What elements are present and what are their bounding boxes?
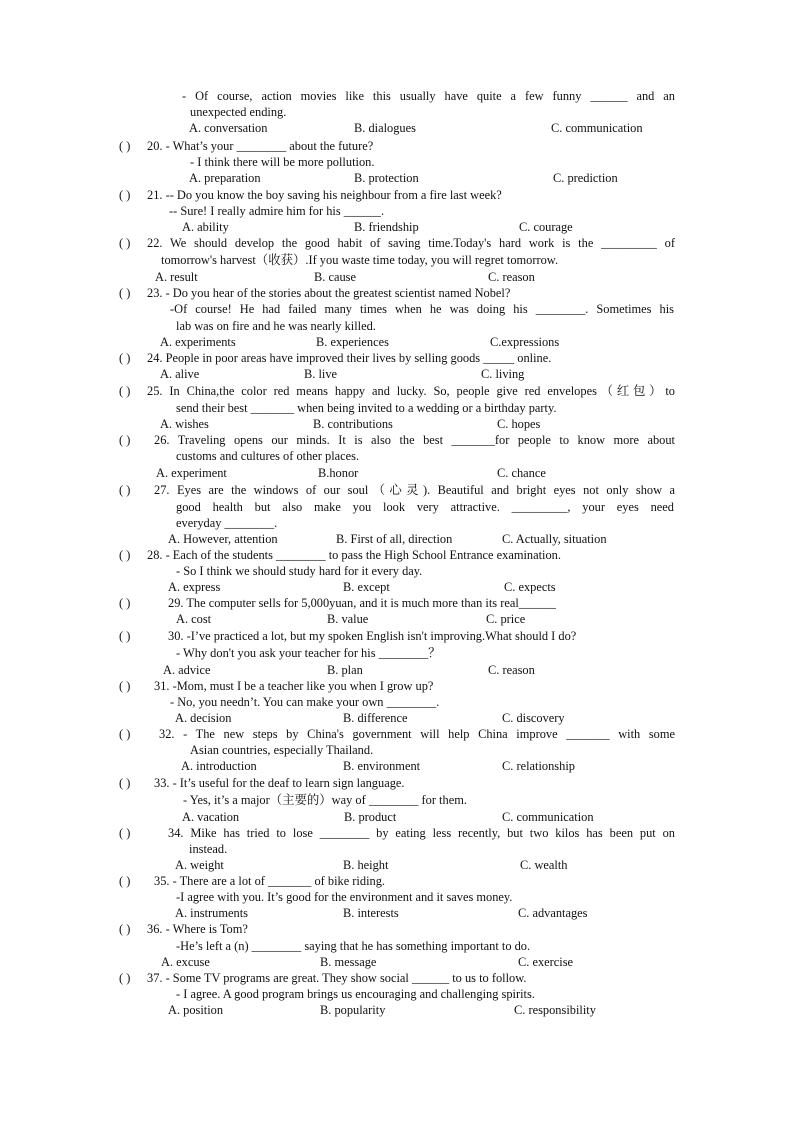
answer-option: A. experiments bbox=[160, 335, 236, 349]
answer-option: B. First of all, direction bbox=[336, 532, 453, 546]
line-text: - Why don't you ask your teacher for his ________？ bbox=[176, 646, 441, 660]
question-line bbox=[0, 678, 794, 695]
answer-option: B. product bbox=[344, 810, 397, 824]
answer-option: A. preparation bbox=[189, 171, 261, 185]
answer-option: C. advantages bbox=[518, 906, 588, 920]
question-line bbox=[0, 285, 794, 302]
answer-blank: ( ) bbox=[119, 971, 131, 985]
text-line bbox=[0, 515, 794, 532]
question-text: 20. - What’s your ________ about the future? bbox=[147, 139, 374, 153]
answer-option: A. excuse bbox=[161, 955, 210, 969]
question-line bbox=[0, 726, 794, 743]
answer-option: C. responsibility bbox=[514, 1003, 596, 1017]
question-text: 34. Mike has tried to lose ________ by eating less recently, but two kilos has been put on bbox=[168, 826, 675, 840]
question-line bbox=[0, 383, 794, 400]
line-text: - I agree. A good program brings us encouraging and challenging spirits. bbox=[176, 987, 535, 1001]
question-line bbox=[0, 235, 794, 252]
answer-option: A. weight bbox=[175, 858, 224, 872]
question-line bbox=[0, 873, 794, 890]
answer-option: A. position bbox=[168, 1003, 224, 1017]
answer-blank: ( ) bbox=[119, 922, 131, 936]
text-line bbox=[0, 792, 794, 809]
answer-option: C. communication bbox=[551, 121, 643, 135]
question-line bbox=[0, 921, 794, 938]
line-text: lab was on fire and he was nearly killed. bbox=[176, 319, 376, 333]
answer-blank: ( ) bbox=[119, 384, 131, 398]
answer-blank: ( ) bbox=[119, 679, 131, 693]
answer-options bbox=[0, 662, 794, 679]
answer-options bbox=[0, 366, 794, 383]
question-text: 37. - Some TV programs are great. They show social ______ to us to follow. bbox=[147, 971, 527, 985]
line-text: -Of course! He had failed many times when he was doing his ________. Sometimes his bbox=[170, 302, 674, 316]
answer-option: B. message bbox=[320, 955, 377, 969]
line-text: send their best _______ when being invited to a wedding or a birthday party. bbox=[176, 401, 557, 415]
answer-blank: ( ) bbox=[119, 548, 131, 562]
answer-blank: ( ) bbox=[119, 629, 131, 643]
question-line bbox=[0, 970, 794, 987]
question-text: 30. -I’ve practiced a lot, but my spoken English isn't improving.What should I do? bbox=[168, 629, 577, 643]
line-text: -He’s left a (n) ________ saying that he has something important to do. bbox=[176, 939, 531, 953]
line-text: - No, you needn’t. You can make your own ________. bbox=[170, 695, 440, 709]
answer-option: C. exercise bbox=[518, 955, 574, 969]
question-line bbox=[0, 350, 794, 367]
answer-option: B. interests bbox=[343, 906, 399, 920]
answer-option: C. chance bbox=[497, 466, 546, 480]
answer-option: C. discovery bbox=[502, 711, 565, 725]
question-line bbox=[0, 825, 794, 842]
answer-option: A. ability bbox=[182, 220, 229, 234]
line-text: Asian countries, especially Thailand. bbox=[190, 743, 374, 757]
answer-options bbox=[0, 219, 794, 236]
answer-options bbox=[0, 531, 794, 548]
question-text: 23. - Do you hear of the stories about the greatest scientist named Nobel? bbox=[147, 286, 511, 300]
text-line bbox=[0, 252, 794, 269]
answer-option: C. relationship bbox=[502, 759, 575, 773]
answer-option: C. communication bbox=[502, 810, 594, 824]
question-text: 31. -Mom, must I be a teacher like you when I grow up? bbox=[154, 679, 434, 693]
question-text: 26. Traveling opens our minds. It is also the best _______for people to know more about bbox=[154, 433, 675, 447]
answer-option: A. conversation bbox=[189, 121, 268, 135]
question-line bbox=[0, 482, 794, 499]
answer-options bbox=[0, 905, 794, 922]
text-line bbox=[0, 301, 794, 318]
answer-options bbox=[0, 611, 794, 628]
answer-options bbox=[0, 1002, 794, 1019]
answer-option: B. height bbox=[343, 858, 389, 872]
answer-blank: ( ) bbox=[119, 874, 131, 888]
answer-option: C. wealth bbox=[520, 858, 568, 872]
question-line bbox=[0, 138, 794, 155]
answer-option: B. popularity bbox=[320, 1003, 386, 1017]
text-line bbox=[0, 645, 794, 662]
answer-options bbox=[0, 954, 794, 971]
answer-option: C. hopes bbox=[497, 417, 541, 431]
answer-option: B. experiences bbox=[316, 335, 389, 349]
answer-option: A. advice bbox=[163, 663, 211, 677]
answer-option: C. price bbox=[486, 612, 526, 626]
question-line bbox=[0, 432, 794, 449]
answer-option: A. instruments bbox=[175, 906, 248, 920]
answer-options bbox=[0, 758, 794, 775]
line-text: -I agree with you. It’s good for the environment and it saves money. bbox=[176, 890, 513, 904]
question-line bbox=[0, 595, 794, 612]
line-text: everyday ________. bbox=[176, 516, 278, 530]
answer-blank: ( ) bbox=[119, 727, 131, 741]
line-text: - Of course, action movies like this usually have quite a few funny ______ and an bbox=[182, 89, 675, 103]
answer-option: B. dialogues bbox=[354, 121, 416, 135]
line-text: customs and cultures of other places. bbox=[176, 449, 360, 463]
answer-option: A. alive bbox=[160, 367, 200, 381]
text-line bbox=[0, 104, 794, 121]
question-line bbox=[0, 187, 794, 204]
question-text: 32. - The new steps by China's government will help China improve _______ with some bbox=[159, 727, 675, 741]
text-line bbox=[0, 889, 794, 906]
answer-option: B. plan bbox=[327, 663, 363, 677]
answer-option: C. Actually, situation bbox=[502, 532, 607, 546]
question-line bbox=[0, 628, 794, 645]
answer-blank: ( ) bbox=[119, 483, 131, 497]
answer-options bbox=[0, 334, 794, 351]
line-text: -- Sure! I really admire him for his ______. bbox=[169, 204, 385, 218]
line-text: - So I think we should study hard for it every day. bbox=[176, 564, 423, 578]
line-text: - Yes, it’s a major（主要的）way of ________ for them. bbox=[183, 793, 467, 807]
answer-options bbox=[0, 170, 794, 187]
answer-blank: ( ) bbox=[119, 351, 131, 365]
answer-option: B.honor bbox=[318, 466, 359, 480]
answer-blank: ( ) bbox=[119, 596, 131, 610]
answer-option: C. reason bbox=[488, 270, 535, 284]
answer-options bbox=[0, 710, 794, 727]
answer-option: A. introduction bbox=[181, 759, 257, 773]
text-line bbox=[0, 694, 794, 711]
text-line bbox=[0, 400, 794, 417]
question-text: 27. Eyes are the windows of our soul（心灵). Beautiful and bright eyes not only show a bbox=[154, 483, 675, 497]
text-line bbox=[0, 563, 794, 580]
answer-blank: ( ) bbox=[119, 776, 131, 790]
answer-blank: ( ) bbox=[119, 286, 131, 300]
answer-options bbox=[0, 269, 794, 286]
answer-option: B. contributions bbox=[313, 417, 393, 431]
line-text: unexpected ending. bbox=[190, 105, 287, 119]
answer-blank: ( ) bbox=[119, 433, 131, 447]
answer-option: B. friendship bbox=[354, 220, 419, 234]
question-line bbox=[0, 547, 794, 564]
answer-option: B. environment bbox=[343, 759, 421, 773]
answer-option: B. value bbox=[327, 612, 369, 626]
answer-option: A. decision bbox=[175, 711, 232, 725]
answer-blank: ( ) bbox=[119, 188, 131, 202]
question-text: 21. -- Do you know the boy saving his neighbour from a fire last week? bbox=[147, 188, 502, 202]
line-text: tomorrow's harvest（收获）.If you waste time today, you will regret tomorrow. bbox=[161, 253, 559, 267]
answer-option: A. express bbox=[168, 580, 221, 594]
question-text: 36. - Where is Tom? bbox=[147, 922, 248, 936]
answer-option: B. difference bbox=[343, 711, 408, 725]
answer-options bbox=[0, 465, 794, 482]
question-text: 29. The computer sells for 5,000yuan, and it is much more than its real______ bbox=[168, 596, 556, 610]
answer-option: C. prediction bbox=[553, 171, 618, 185]
question-text: 24. People in poor areas have improved their lives by selling goods _____ online. bbox=[147, 351, 552, 365]
line-text: instead. bbox=[189, 842, 228, 856]
answer-option: B. protection bbox=[354, 171, 419, 185]
answer-blank: ( ) bbox=[119, 826, 131, 840]
answer-options bbox=[0, 120, 794, 137]
question-line bbox=[0, 775, 794, 792]
question-text: 33. - It’s useful for the deaf to learn sign language. bbox=[154, 776, 405, 790]
text-line bbox=[0, 318, 794, 335]
answer-option: C. courage bbox=[519, 220, 573, 234]
question-text: 35. - There are a lot of _______ of bike riding. bbox=[154, 874, 385, 888]
question-text: 22. We should develop the good habit of saving time.Today's hard work is the _________ of bbox=[147, 236, 675, 250]
answer-options bbox=[0, 579, 794, 596]
answer-option: A. wishes bbox=[160, 417, 209, 431]
answer-options bbox=[0, 809, 794, 826]
answer-option: C. reason bbox=[488, 663, 535, 677]
line-text: good health but also make you look very attractive. _________, your eyes need bbox=[176, 500, 674, 514]
answer-option: B. live bbox=[304, 367, 338, 381]
answer-option: A. cost bbox=[176, 612, 212, 626]
answer-option: B. cause bbox=[314, 270, 356, 284]
text-line bbox=[0, 742, 794, 759]
answer-option: B. except bbox=[343, 580, 390, 594]
answer-option: A. vacation bbox=[182, 810, 240, 824]
question-text: 28. - Each of the students ________ to pass the High School Entrance examination. bbox=[147, 548, 561, 562]
text-line bbox=[0, 448, 794, 465]
answer-options bbox=[0, 416, 794, 433]
answer-option: C.expressions bbox=[490, 335, 560, 349]
answer-blank: ( ) bbox=[119, 236, 131, 250]
question-text: 25. In China,the color red means happy and lucky. So, people give red envelopes（红包）to bbox=[147, 384, 675, 398]
answer-option: A. experiment bbox=[156, 466, 227, 480]
text-line bbox=[0, 88, 794, 105]
text-line bbox=[0, 499, 794, 516]
text-line bbox=[0, 986, 794, 1003]
text-line bbox=[0, 841, 794, 858]
answer-option: A. result bbox=[155, 270, 198, 284]
answer-options bbox=[0, 857, 794, 874]
answer-option: A. However, attention bbox=[168, 532, 278, 546]
answer-blank: ( ) bbox=[119, 139, 131, 153]
text-line bbox=[0, 938, 794, 955]
text-line bbox=[0, 154, 794, 171]
text-line bbox=[0, 203, 794, 220]
line-text: - I think there will be more pollution. bbox=[190, 155, 375, 169]
answer-option: C. expects bbox=[504, 580, 556, 594]
answer-option: C. living bbox=[481, 367, 525, 381]
